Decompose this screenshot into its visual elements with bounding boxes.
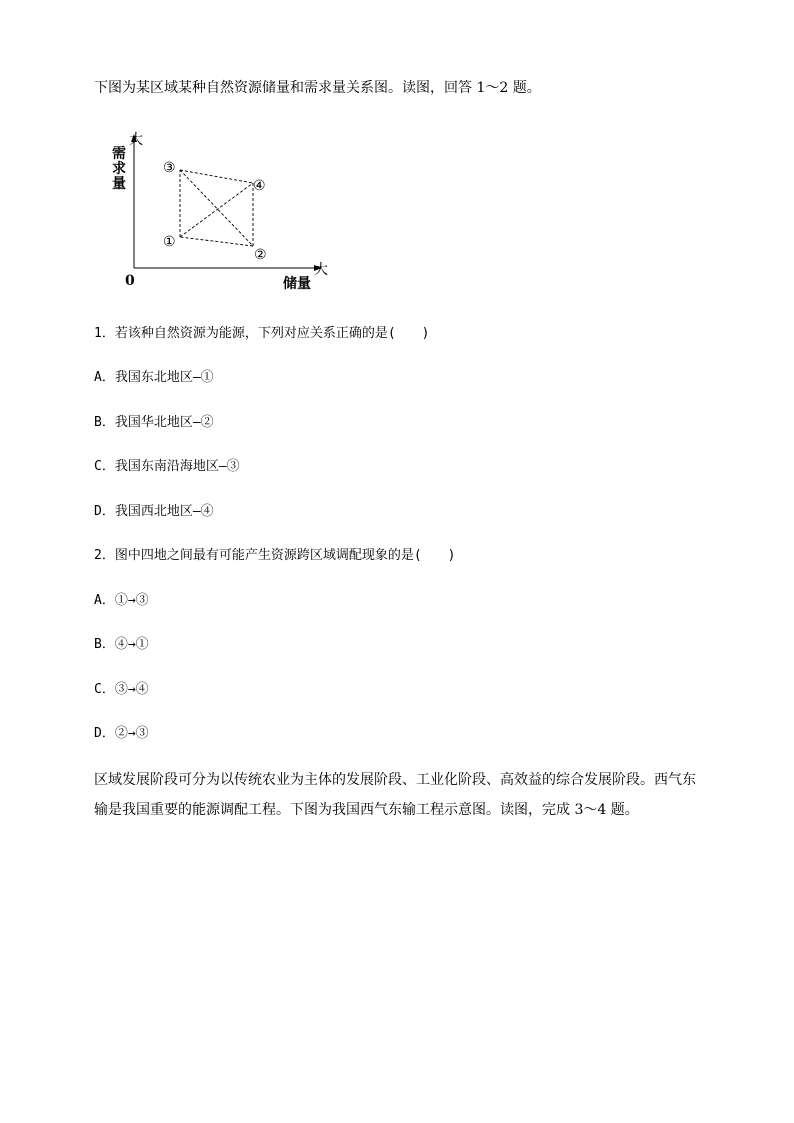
x-axis-label: 储量	[283, 276, 311, 292]
question-2-option-a: A．①→③	[94, 593, 149, 608]
dashed-links	[180, 170, 253, 246]
y-axis-max-label: 大	[129, 132, 143, 148]
point-1-label: ①	[163, 234, 176, 250]
question-2-option-d: D．②→③	[94, 726, 149, 741]
question-1-option-b: B．我国华北地区—②	[94, 415, 214, 430]
x-axis-max-label: 大	[314, 262, 328, 278]
y-axis-label-3: 量	[112, 176, 126, 192]
link-3-2	[180, 170, 253, 246]
link-2-1	[180, 237, 253, 246]
question-1-option-c: C．我国东南沿海地区—③	[94, 459, 240, 474]
y-axis-label-1: 需	[112, 146, 126, 162]
question-2-option-c: C．③→④	[94, 682, 149, 697]
resource-relationship-figure	[108, 128, 338, 298]
question-1-stem: 1．若该种自然资源为能源，下列对应关系正确的是( )	[94, 326, 430, 341]
point-2-label: ②	[254, 247, 267, 263]
point-4-label: ④	[253, 178, 266, 194]
point-3-label: ③	[163, 160, 176, 176]
y-axis-label-2: 求	[112, 161, 126, 177]
question-2-stem: 2．图中四地之间最有可能产生资源跨区域调配现象的是( )	[94, 548, 456, 563]
intro-text: 下图为某区域某种自然资源储量和需求量关系图。读图，回答 1～2 题。	[94, 80, 541, 96]
passage-text: 区域发展阶段可分为以传统农业为主体的发展阶段、工业化阶段、高效益的综合发展阶段。西气东输是我国重要的能源调配工程。下图为我国西气东输工程示意图。读图，完成 3～4 题。	[94, 772, 696, 818]
question-1-option-d: D．我国西北地区—④	[94, 504, 214, 519]
link-1-4	[180, 183, 253, 237]
origin-label: 0	[125, 273, 135, 289]
question-1-option-a: A．我国东北地区—①	[94, 370, 214, 385]
question-2-option-b: B．④→①	[94, 637, 149, 652]
